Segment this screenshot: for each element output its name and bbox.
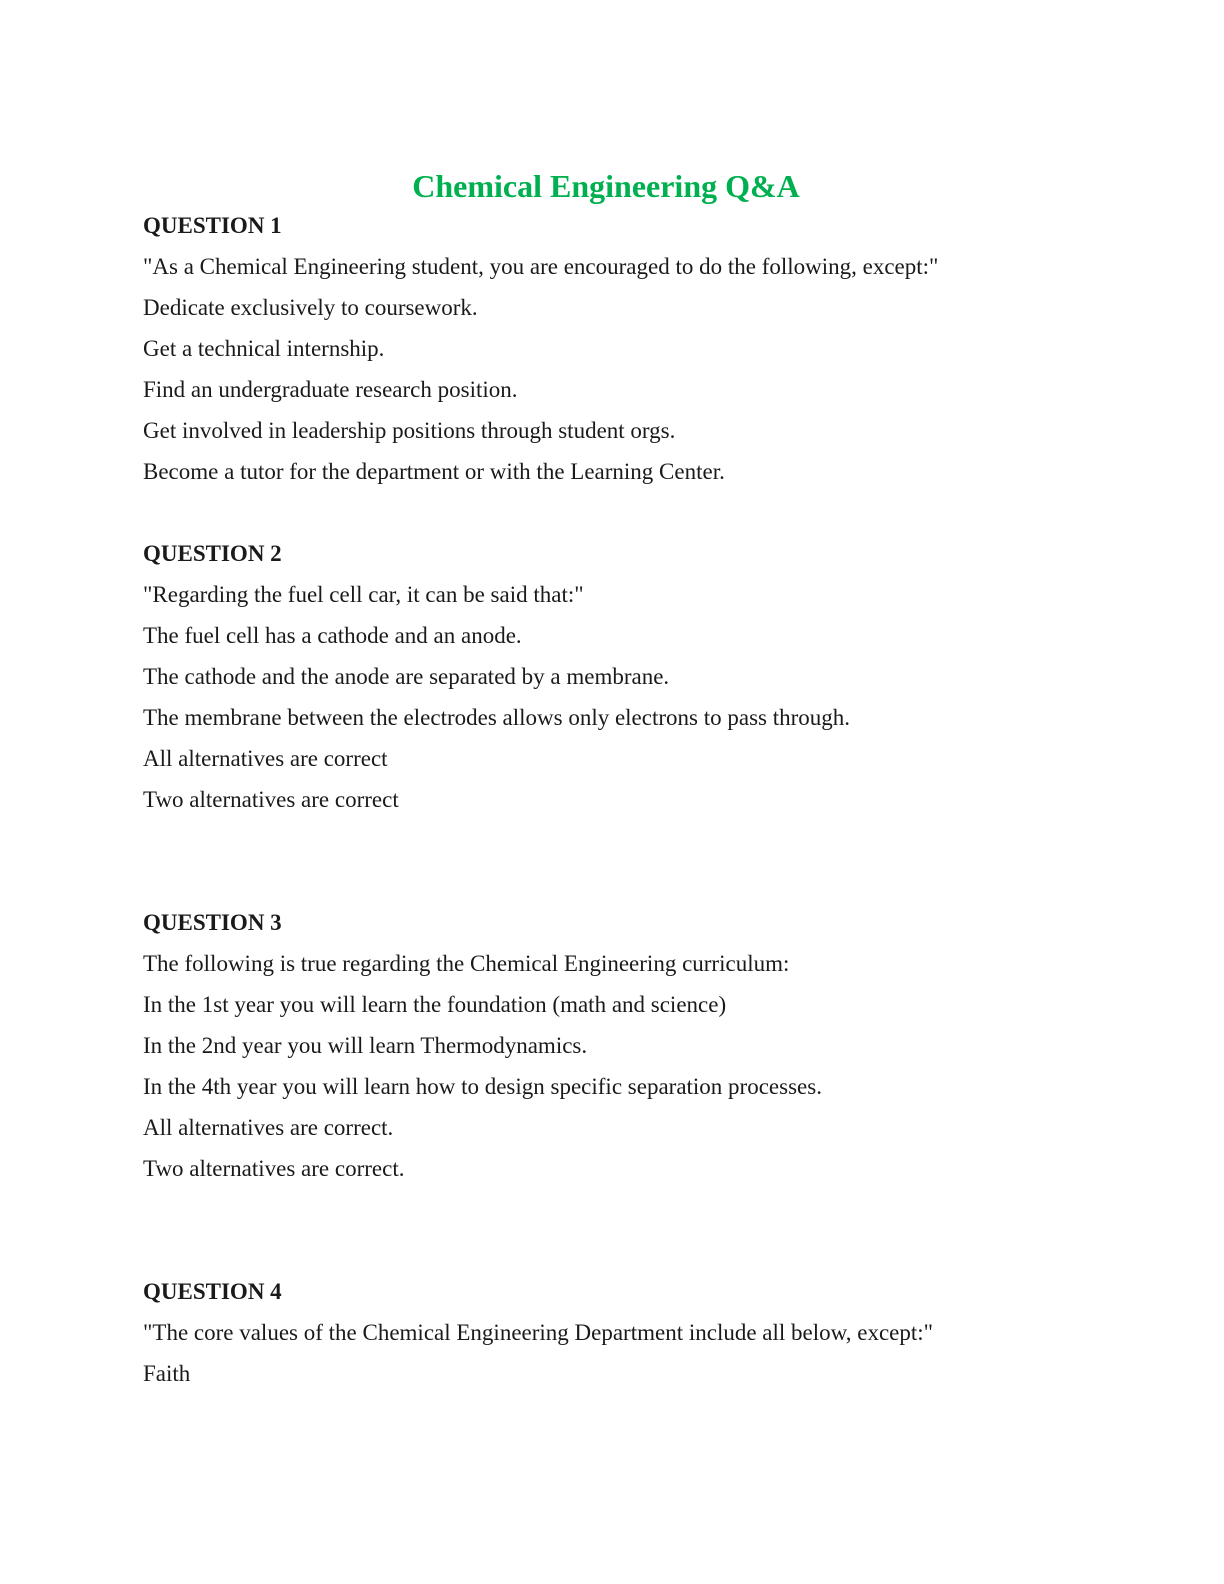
answer-option: Find an undergraduate research position. (143, 377, 518, 402)
question-prompt: The following is true regarding the Chemical Engineering curriculum: (143, 951, 790, 976)
question-prompt: "Regarding the fuel cell car, it can be said that:" (143, 582, 584, 607)
answer-option: Faith (143, 1361, 191, 1386)
question-block-1 (143, 205, 1143, 492)
question-block-2 (143, 533, 1143, 820)
question-prompt: "The core values of the Chemical Engineering Department include all below, except:" (143, 1320, 934, 1345)
answer-option: Two alternatives are correct (143, 787, 399, 812)
question-heading: QUESTION 1 (143, 213, 282, 238)
document-title: Chemical Engineering Q&A (412, 168, 800, 204)
answer-option: In the 4th year you will learn how to design specific separation processes. (143, 1074, 822, 1099)
question-heading: QUESTION 4 (143, 1279, 282, 1304)
question-block-3 (143, 902, 1143, 1189)
answer-option: Dedicate exclusively to coursework. (143, 295, 478, 320)
question-heading: QUESTION 2 (143, 541, 282, 566)
question-prompt: "As a Chemical Engineering student, you are encouraged to do the following, except:" (143, 254, 939, 279)
question-heading: QUESTION 3 (143, 910, 282, 935)
answer-option: All alternatives are correct (143, 746, 388, 771)
answer-option: In the 1st year you will learn the foundation (math and science) (143, 992, 727, 1017)
answer-option: The fuel cell has a cathode and an anode. (143, 623, 522, 648)
answer-option: Two alternatives are correct. (143, 1156, 405, 1181)
answer-option: Become a tutor for the department or with the Learning Center. (143, 459, 725, 484)
answer-option: All alternatives are correct. (143, 1115, 394, 1140)
question-block-4 (143, 1271, 1143, 1394)
answer-option: In the 2nd year you will learn Thermodynamics. (143, 1033, 588, 1058)
answer-option: The cathode and the anode are separated by a membrane. (143, 664, 670, 689)
answer-option: Get involved in leadership positions through student orgs. (143, 418, 676, 443)
answer-option: Get a technical internship. (143, 336, 385, 361)
answer-option: The membrane between the electrodes allows only electrons to pass through. (143, 705, 851, 730)
